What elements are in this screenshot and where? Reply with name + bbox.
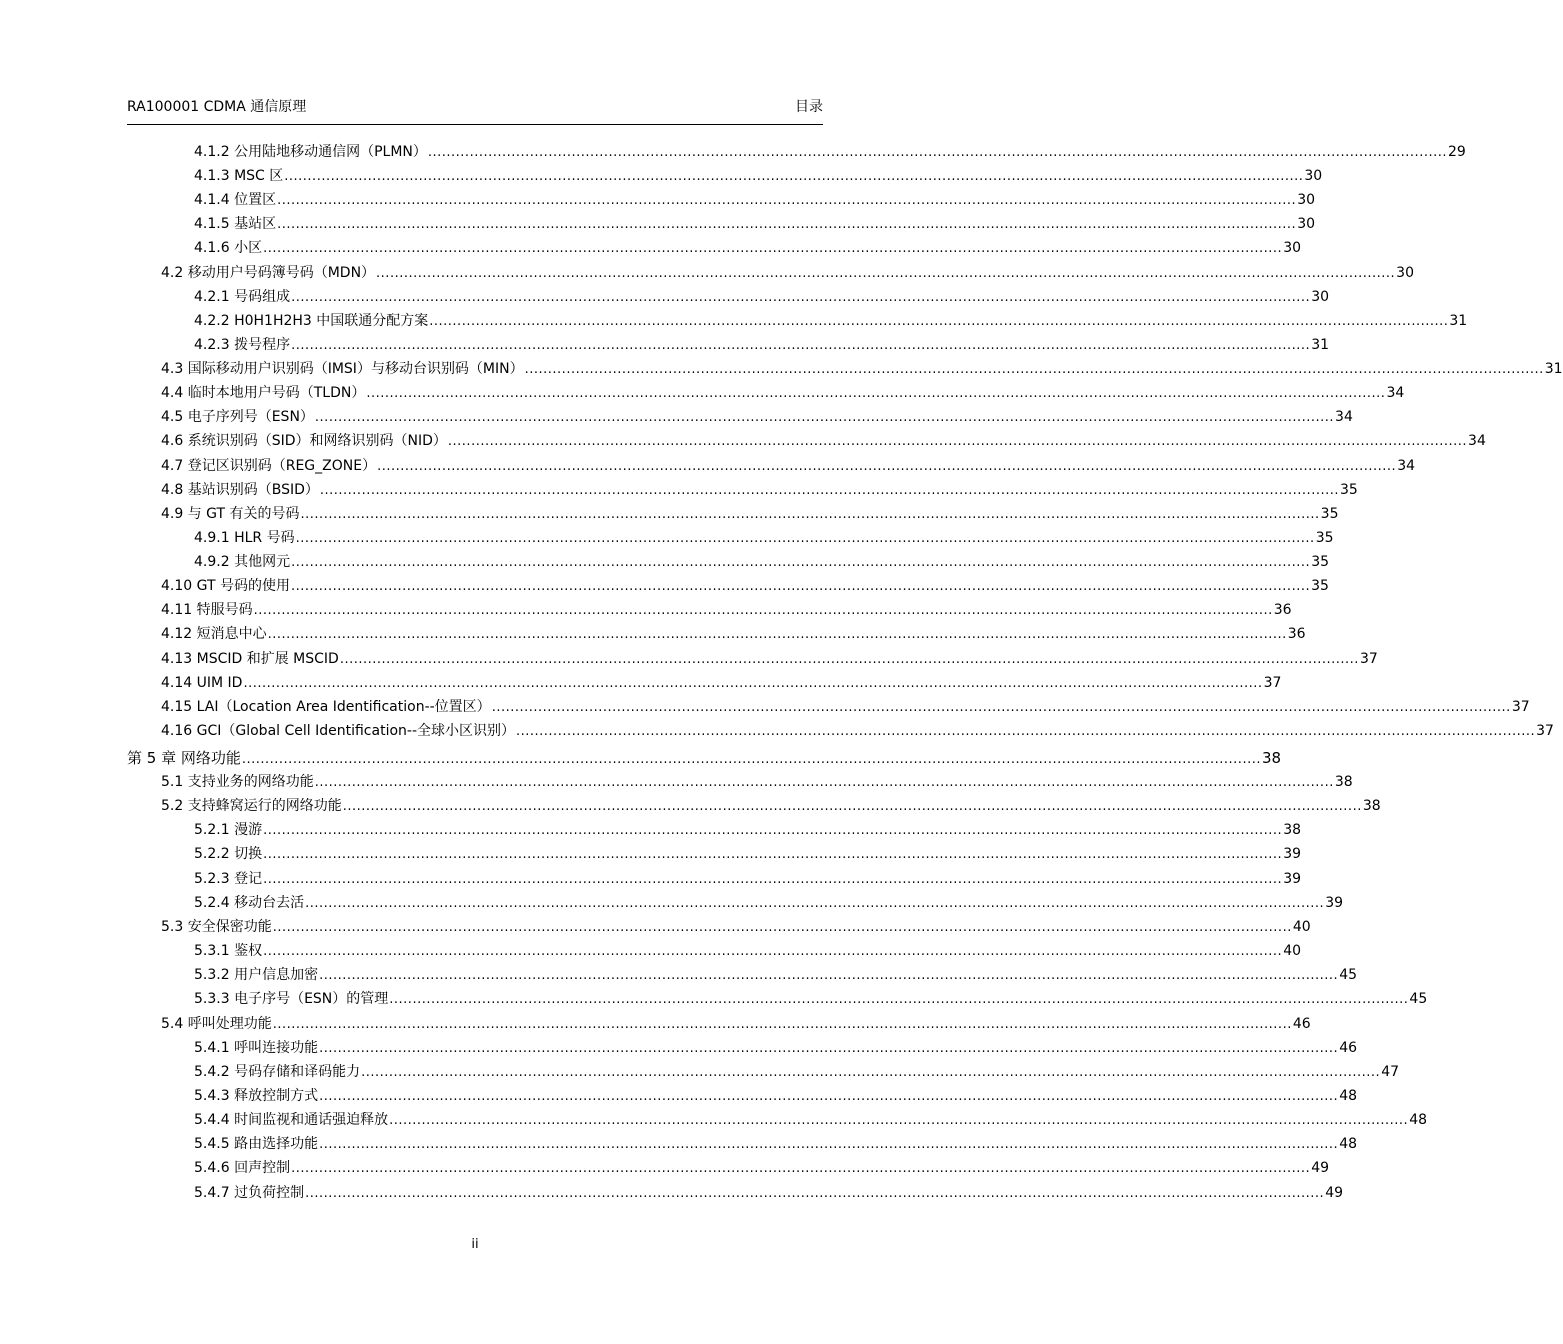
- toc-entry-page: 39: [1283, 846, 1302, 862]
- toc-dot-leader: ............................................................................................................................................................................................................................: [319, 968, 1339, 983]
- toc-entry[interactable]: [194, 941, 1302, 961]
- toc-entry[interactable]: [161, 263, 1414, 283]
- toc-entry[interactable]: [194, 335, 1330, 355]
- toc-entry-page: 39: [1325, 895, 1344, 911]
- toc-entry[interactable]: [194, 142, 1466, 162]
- toc-dot-leader: ............................................................................................................................................................................................................................: [305, 1186, 1325, 1201]
- toc-dot-leader: ............................................................................................................................................................................................................................: [319, 1089, 1339, 1104]
- toc-dot-leader: ............................................................................................................................................................................................................................: [339, 652, 1359, 667]
- toc-dot-leader: ............................................................................................................................................................................................................................: [295, 531, 1315, 546]
- toc-dot-leader: ............................................................................................................................................................................................................................: [524, 362, 1544, 377]
- toc-entry[interactable]: [194, 311, 1468, 331]
- toc-entry-page: 30: [1304, 168, 1323, 184]
- toc-entry-title: 5.3.1 鉴权: [194, 943, 263, 959]
- toc-dot-leader: ............................................................................................................................................................................................................................: [277, 217, 1297, 232]
- toc-entry[interactable]: [161, 1014, 1311, 1034]
- toc-entry-page: 37: [1359, 651, 1378, 667]
- toc-entry[interactable]: [127, 748, 1282, 768]
- toc-entry[interactable]: [161, 359, 1563, 379]
- toc-entry-title: 5.3 安全保密功能: [161, 919, 272, 935]
- toc-entry-title: 5.4 呼叫处理功能: [161, 1016, 272, 1032]
- toc-entry-page: 38: [1362, 798, 1381, 814]
- toc-entry[interactable]: [194, 820, 1302, 840]
- toc-dot-leader: ............................................................................................................................................................................................................................: [277, 193, 1297, 208]
- toc-entry-page: 30: [1311, 289, 1330, 305]
- toc-entry-page: 38: [1334, 774, 1353, 790]
- toc-entry-title: 4.2.2 H0H1H2H3 中国联通分配方案: [194, 313, 429, 329]
- toc-entry[interactable]: [161, 721, 1554, 741]
- toc-entry-title: 4.1.3 MSC 区: [194, 168, 284, 184]
- toc-entry-title: 4.8 基站识别码（BSID）: [161, 482, 319, 498]
- toc-entry-page: 29: [1448, 144, 1466, 160]
- toc-entry[interactable]: [161, 504, 1339, 524]
- toc-entry-page: 37: [1511, 699, 1530, 715]
- toc-entry[interactable]: [161, 796, 1381, 816]
- toc-entry[interactable]: [194, 190, 1316, 210]
- toc-entry-page: 35: [1311, 554, 1330, 570]
- toc-entry-title: 5.4.4 时间监视和通话强迫释放: [194, 1112, 389, 1128]
- toc-entry-title: 4.3 国际移动用户识别码（IMSI）与移动台识别码（MIN）: [161, 361, 524, 377]
- toc-entry-page: 47: [1381, 1064, 1400, 1080]
- toc-entry[interactable]: [161, 407, 1353, 427]
- toc-dot-leader: ............................................................................................................................................................................................................................: [241, 752, 1261, 767]
- toc-dot-leader: ............................................................................................................................................................................................................................: [291, 555, 1311, 570]
- toc-entry-page: 48: [1339, 1088, 1358, 1104]
- toc-entry-page: 40: [1292, 919, 1311, 935]
- toc-entry-title: 5.4.5 路由选择功能: [194, 1136, 319, 1152]
- toc-entry-page: 46: [1292, 1016, 1311, 1032]
- page-number: ii: [471, 1237, 479, 1252]
- toc-entry[interactable]: [194, 1110, 1428, 1130]
- toc-entry-page: 37: [1263, 675, 1282, 691]
- toc-entry-title: 4.9 与 GT 有关的号码: [161, 506, 300, 522]
- toc-entry-page: 31: [1311, 337, 1330, 353]
- toc-dot-leader: ............................................................................................................................................................................................................................: [253, 603, 1273, 618]
- toc-entry-title: 4.6 系统识别码（SID）和网络识别码（NID）: [161, 433, 447, 449]
- toc-dot-leader: ............................................................................................................................................................................................................................: [291, 338, 1311, 353]
- toc-entry-title: 4.1.4 位置区: [194, 192, 277, 208]
- toc-entry-page: 48: [1339, 1136, 1358, 1152]
- toc-entry-title: 5.3.2 用户信息加密: [194, 967, 319, 983]
- toc-entry[interactable]: [194, 528, 1334, 548]
- toc-dot-leader: ............................................................................................................................................................................................................................: [290, 579, 1311, 594]
- toc-dot-leader: ............................................................................................................................................................................................................................: [319, 1041, 1339, 1056]
- toc-entry-title: 5.2.2 切换: [194, 846, 263, 862]
- toc-entry-title: 5.4.6 回声控制: [194, 1160, 291, 1176]
- toc-dot-leader: ............................................................................................................................................................................................................................: [263, 872, 1283, 887]
- toc-entry-page: 34: [1335, 409, 1353, 425]
- toc-entry-title: 4.1.2 公用陆地移动通信网（PLMN）: [194, 144, 427, 160]
- toc-entry[interactable]: [161, 624, 1306, 644]
- toc-entry[interactable]: [161, 576, 1329, 596]
- toc-entry[interactable]: [194, 166, 1323, 186]
- toc-entry[interactable]: [161, 383, 1405, 403]
- toc-dot-leader: ............................................................................................................................................................................................................................: [389, 1113, 1409, 1128]
- toc-entry[interactable]: [194, 965, 1358, 985]
- toc-entry-title: 5.4.1 呼叫连接功能: [194, 1040, 319, 1056]
- toc-dot-leader: ............................................................................................................................................................................................................................: [516, 724, 1536, 739]
- toc-dot-leader: ............................................................................................................................................................................................................................: [319, 483, 1339, 498]
- toc-entry-title: 4.1.6 小区: [194, 240, 263, 256]
- toc-entry-title: 4.10 GT 号码的使用: [161, 578, 290, 594]
- toc-dot-leader: ............................................................................................................................................................................................................................: [272, 1017, 1292, 1032]
- toc-entry[interactable]: [161, 431, 1486, 451]
- toc-entry-page: 39: [1283, 871, 1302, 887]
- toc-entry-page: 35: [1311, 578, 1329, 594]
- toc-entry-title: 4.2 移动用户号码簿号码（MDN）: [161, 265, 376, 281]
- toc-entry[interactable]: [194, 552, 1330, 572]
- toc-entry-title: 4.14 UIM ID: [161, 675, 243, 691]
- toc-entry-page: 38: [1283, 822, 1302, 838]
- toc-entry-page: 45: [1409, 991, 1428, 1007]
- toc-entry[interactable]: [194, 1158, 1330, 1178]
- toc-entry-title: 4.16 GCI（Global Cell Identification--全球小区识别）: [161, 723, 515, 739]
- toc-dot-leader: ............................................................................................................................................................................................................................: [319, 1137, 1339, 1152]
- toc-entry[interactable]: [194, 989, 1428, 1009]
- toc-entry-page: 34: [1397, 458, 1416, 474]
- toc-entry-title: 4.2.1 号码组成: [194, 289, 291, 305]
- toc-dot-leader: ............................................................................................................................................................................................................................: [305, 896, 1325, 911]
- toc-entry-page: 48: [1409, 1112, 1428, 1128]
- toc-dot-leader: ............................................................................................................................................................................................................................: [263, 823, 1283, 838]
- toc-entry[interactable]: [161, 600, 1292, 620]
- toc-entry-title: 5.1 支持业务的网络功能: [161, 774, 314, 790]
- toc-dot-leader: ............................................................................................................................................................................................................................: [447, 434, 1468, 449]
- toc-entry-title: 4.5 电子序列号（ESN）: [161, 409, 314, 425]
- toc-dot-leader: ............................................................................................................................................................................................................................: [272, 920, 1292, 935]
- toc-entry-title: 第 5 章 网络功能: [127, 749, 241, 767]
- toc-entry[interactable]: [194, 1086, 1358, 1106]
- toc-dot-leader: ............................................................................................................................................................................................................................: [284, 169, 1304, 184]
- toc-dot-leader: ............................................................................................................................................................................................................................: [314, 410, 1335, 425]
- toc-entry-title: 4.4 临时本地用户号码（TLDN）: [161, 385, 366, 401]
- toc-entry-title: 4.13 MSCID 和扩展 MSCID: [161, 651, 339, 667]
- toc-entry-page: 31: [1449, 313, 1468, 329]
- toc-entry[interactable]: [194, 869, 1302, 889]
- toc-dot-leader: ............................................................................................................................................................................................................................: [243, 676, 1263, 691]
- toc-entry-page: 37: [1536, 723, 1554, 739]
- toc-entry-page: 30: [1396, 265, 1414, 281]
- toc-entry-page: 40: [1283, 943, 1302, 959]
- toc-entry[interactable]: [194, 893, 1344, 913]
- toc-entry[interactable]: [161, 456, 1416, 476]
- toc-entry-title: 4.12 短消息中心: [161, 626, 267, 642]
- toc-entry-title: 5.2.3 登记: [194, 871, 263, 887]
- toc-entry[interactable]: [194, 1038, 1358, 1058]
- toc-entry-title: 5.2.4 移动台去活: [194, 895, 305, 911]
- toc-dot-leader: ............................................................................................................................................................................................................................: [263, 944, 1283, 959]
- toc-entry-page: 36: [1273, 602, 1292, 618]
- toc-dot-leader: ............................................................................................................................................................................................................................: [267, 627, 1287, 642]
- toc-entry[interactable]: [194, 844, 1302, 864]
- toc-entry[interactable]: [161, 772, 1353, 792]
- toc-entry-page: 35: [1340, 482, 1358, 498]
- toc-entry-title: 4.9.2 其他网元: [194, 554, 291, 570]
- toc-entry-page: 49: [1325, 1185, 1344, 1201]
- toc-dot-leader: ............................................................................................................................................................................................................................: [263, 847, 1283, 862]
- toc-entry-page: 30: [1297, 192, 1316, 208]
- toc-dot-leader: ............................................................................................................................................................................................................................: [389, 992, 1409, 1007]
- toc-dot-leader: ............................................................................................................................................................................................................................: [314, 775, 1334, 790]
- toc-entry[interactable]: [194, 1134, 1358, 1154]
- toc-entry-page: 35: [1320, 506, 1339, 522]
- toc-entry-title: 5.4.2 号码存储和译码能力: [194, 1064, 361, 1080]
- toc-entry[interactable]: [161, 917, 1311, 937]
- toc-entry[interactable]: [161, 673, 1282, 693]
- toc-dot-leader: ............................................................................................................................................................................................................................: [377, 459, 1397, 474]
- toc-entry-page: 46: [1339, 1040, 1358, 1056]
- toc-dot-leader: ............................................................................................................................................................................................................................: [491, 700, 1511, 715]
- toc-entry[interactable]: [161, 697, 1530, 717]
- toc-entry[interactable]: [194, 1183, 1344, 1203]
- toc-entry-page: 30: [1283, 240, 1302, 256]
- toc-dot-leader: ............................................................................................................................................................................................................................: [427, 145, 1447, 160]
- toc-entry-page: 36: [1287, 626, 1306, 642]
- toc-entry-page: 38: [1261, 749, 1282, 767]
- toc-entry-title: 5.4.3 释放控制方式: [194, 1088, 319, 1104]
- toc-dot-leader: ............................................................................................................................................................................................................................: [342, 799, 1362, 814]
- toc-entry[interactable]: [161, 480, 1358, 500]
- toc-dot-leader: ............................................................................................................................................................................................................................: [291, 290, 1311, 305]
- toc-entry-title: 5.4.7 过负荷控制: [194, 1185, 305, 1201]
- toc-entry-title: 4.2.3 拨号程序: [194, 337, 291, 353]
- toc-entry-title: 4.9.1 HLR 号码: [194, 530, 295, 546]
- toc-dot-leader: ............................................................................................................................................................................................................................: [429, 314, 1449, 329]
- toc-entry-page: 49: [1311, 1160, 1330, 1176]
- toc-entry-page: 35: [1315, 530, 1334, 546]
- toc-entry[interactable]: [194, 214, 1316, 234]
- toc-dot-leader: ............................................................................................................................................................................................................................: [263, 241, 1283, 256]
- toc-entry-title: 4.11 特服号码: [161, 602, 253, 618]
- toc-entry-page: 34: [1468, 433, 1486, 449]
- toc-entry-page: 34: [1386, 385, 1405, 401]
- toc-entry-title: 5.2.1 漫游: [194, 822, 263, 838]
- toc-entry-title: 4.7 登记区识别码（REG_ZONE）: [161, 458, 377, 474]
- toc-entry-title: 4.15 LAI（Location Area Identification--位置区）: [161, 699, 491, 715]
- toc-entry[interactable]: [194, 287, 1330, 307]
- toc-entry-page: 31: [1544, 361, 1563, 377]
- toc-entry-title: 5.3.3 电子序号（ESN）的管理: [194, 991, 389, 1007]
- toc-dot-leader: ............................................................................................................................................................................................................................: [291, 1161, 1311, 1176]
- toc-entry[interactable]: [194, 1062, 1400, 1082]
- header-document-title: RA100001 CDMA 通信原理: [127, 99, 307, 115]
- toc-entry[interactable]: [194, 238, 1302, 258]
- toc-dot-leader: ............................................................................................................................................................................................................................: [376, 266, 1396, 281]
- toc-entry[interactable]: [161, 649, 1378, 669]
- header-section-name: 目录: [795, 99, 823, 115]
- toc-dot-leader: ............................................................................................................................................................................................................................: [300, 507, 1320, 522]
- toc-entry-page: 30: [1297, 216, 1316, 232]
- toc-entry-page: 45: [1339, 967, 1358, 983]
- toc-dot-leader: ............................................................................................................................................................................................................................: [366, 386, 1386, 401]
- toc-entry-title: 4.1.5 基站区: [194, 216, 277, 232]
- toc-entry-title: 5.2 支持蜂窝运行的网络功能: [161, 798, 342, 814]
- toc-dot-leader: ............................................................................................................................................................................................................................: [361, 1065, 1381, 1080]
